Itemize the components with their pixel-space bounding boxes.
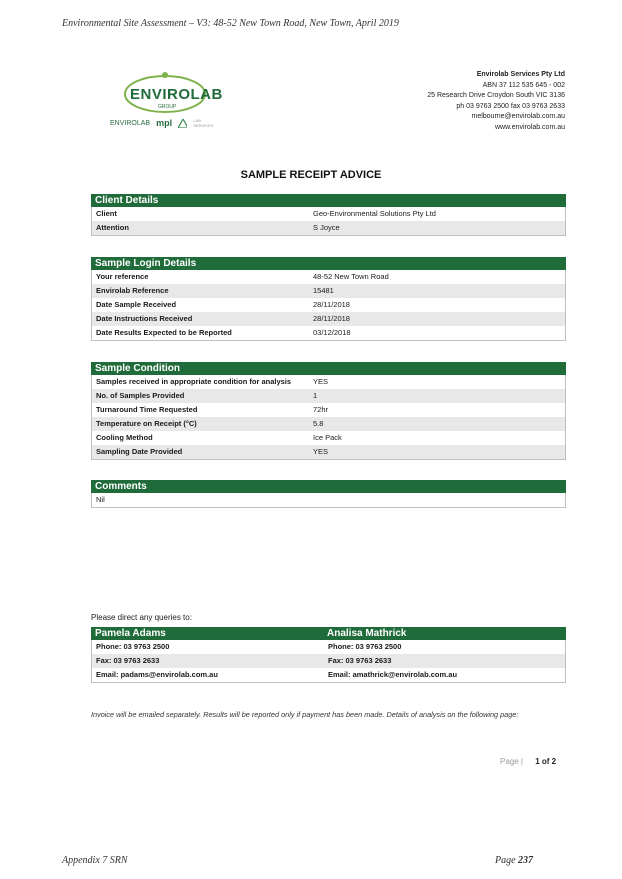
table-row	[92, 668, 565, 682]
page-number: 1 of 2	[535, 757, 557, 766]
comments-text: Nil	[91, 493, 566, 508]
triangle-logo-icon	[178, 119, 187, 128]
footer-page: Page 237	[495, 855, 534, 866]
contact-email-1[interactable]: Email: padams@envirolab.com.au	[96, 670, 218, 679]
table-row: Cooling Method Ice Pack	[96, 433, 342, 442]
page-label: Page |	[500, 757, 523, 766]
company-email[interactable]: melbourne@envirolab.com.au	[471, 113, 565, 120]
table-row: Turnaround Time Requested 72hr	[96, 405, 329, 414]
logo-sub-brands	[110, 118, 220, 128]
document-header-title: Environmental Site Assessment – V3: 48-52 New Town Road, New Town, April 2019	[62, 18, 399, 29]
table-row: Temperature on Receipt (°C) 5.8	[92, 417, 565, 431]
company-name: Envirolab Services Pty Ltd	[476, 71, 565, 78]
company-address: 25 Research Drive Croydon South VIC 3136	[427, 92, 565, 99]
table-row: No. of Samples Provided 1	[92, 389, 565, 403]
envirolab-logo	[110, 66, 223, 138]
company-phone-fax: ph 03 9763 2500 fax 03 9763 2633	[456, 102, 565, 110]
company-web[interactable]: www.envirolab.com.au	[494, 123, 565, 131]
table-row: Date Results Expected to be Reported 03/12/2018	[96, 328, 351, 337]
section-heading: Client Details	[91, 194, 566, 207]
table-row: Samples received in appropriate condition for analysis YES	[96, 377, 329, 386]
sample-condition-section	[91, 362, 566, 460]
table-row: Phone: 03 9763 2500 Phone: 03 9763 2500	[96, 642, 402, 651]
section-heading: Sample Login Details	[91, 257, 566, 270]
sample-login-section	[91, 257, 566, 341]
invoice-note: Invoice will be emailed separately. Results will be reported only if payment has been made. Details of analysis on the following page:	[91, 710, 519, 719]
sub-brand-mpl: mpl	[156, 118, 173, 128]
contact-name-1: Pamela Adams	[95, 628, 166, 639]
table-row: Your reference 48-52 New Town Road	[96, 272, 389, 281]
comments-section	[91, 480, 566, 508]
section-heading: Comments	[91, 480, 566, 493]
table-row: Envirolab Reference 15481	[92, 284, 565, 298]
footer-appendix: Appendix 7 SRN	[62, 855, 128, 866]
contact-name-2: Analisa Mathrick	[327, 628, 407, 639]
section-heading: Sample Condition	[91, 362, 566, 375]
client-details-section	[91, 194, 566, 236]
contact-email-2[interactable]: Email: amathrick@envirolab.com.au	[328, 670, 458, 679]
table-row: Sampling Date Provided YES	[92, 445, 565, 459]
sub-brand-envirolab: ENVIROLAB	[110, 119, 151, 127]
queries-lead: Please direct any queries to:	[91, 613, 192, 622]
table-row: Client Geo-Environmental Solutions Pty Ltd	[96, 209, 436, 218]
table-row: Attention S Joyce	[92, 221, 565, 235]
sub-brand-lab: LAB SERVICES	[193, 118, 214, 128]
logo-tagline: GROUP	[158, 104, 177, 110]
company-abn: ABN 37 112 535 645 - 002	[482, 81, 565, 89]
page-title: SAMPLE RECEIPT ADVICE	[240, 169, 382, 181]
table-row: Fax: 03 9763 2633 Fax: 03 9763 2633	[92, 654, 565, 668]
table-row: Date Sample Received 28/11/2018	[96, 300, 350, 309]
table-row: Date Instructions Received 28/11/2018	[92, 312, 565, 326]
logo-brand: ENVIROLAB	[130, 86, 223, 103]
page-indicator	[500, 757, 556, 766]
company-details	[427, 70, 565, 133]
contacts-table	[91, 627, 566, 683]
